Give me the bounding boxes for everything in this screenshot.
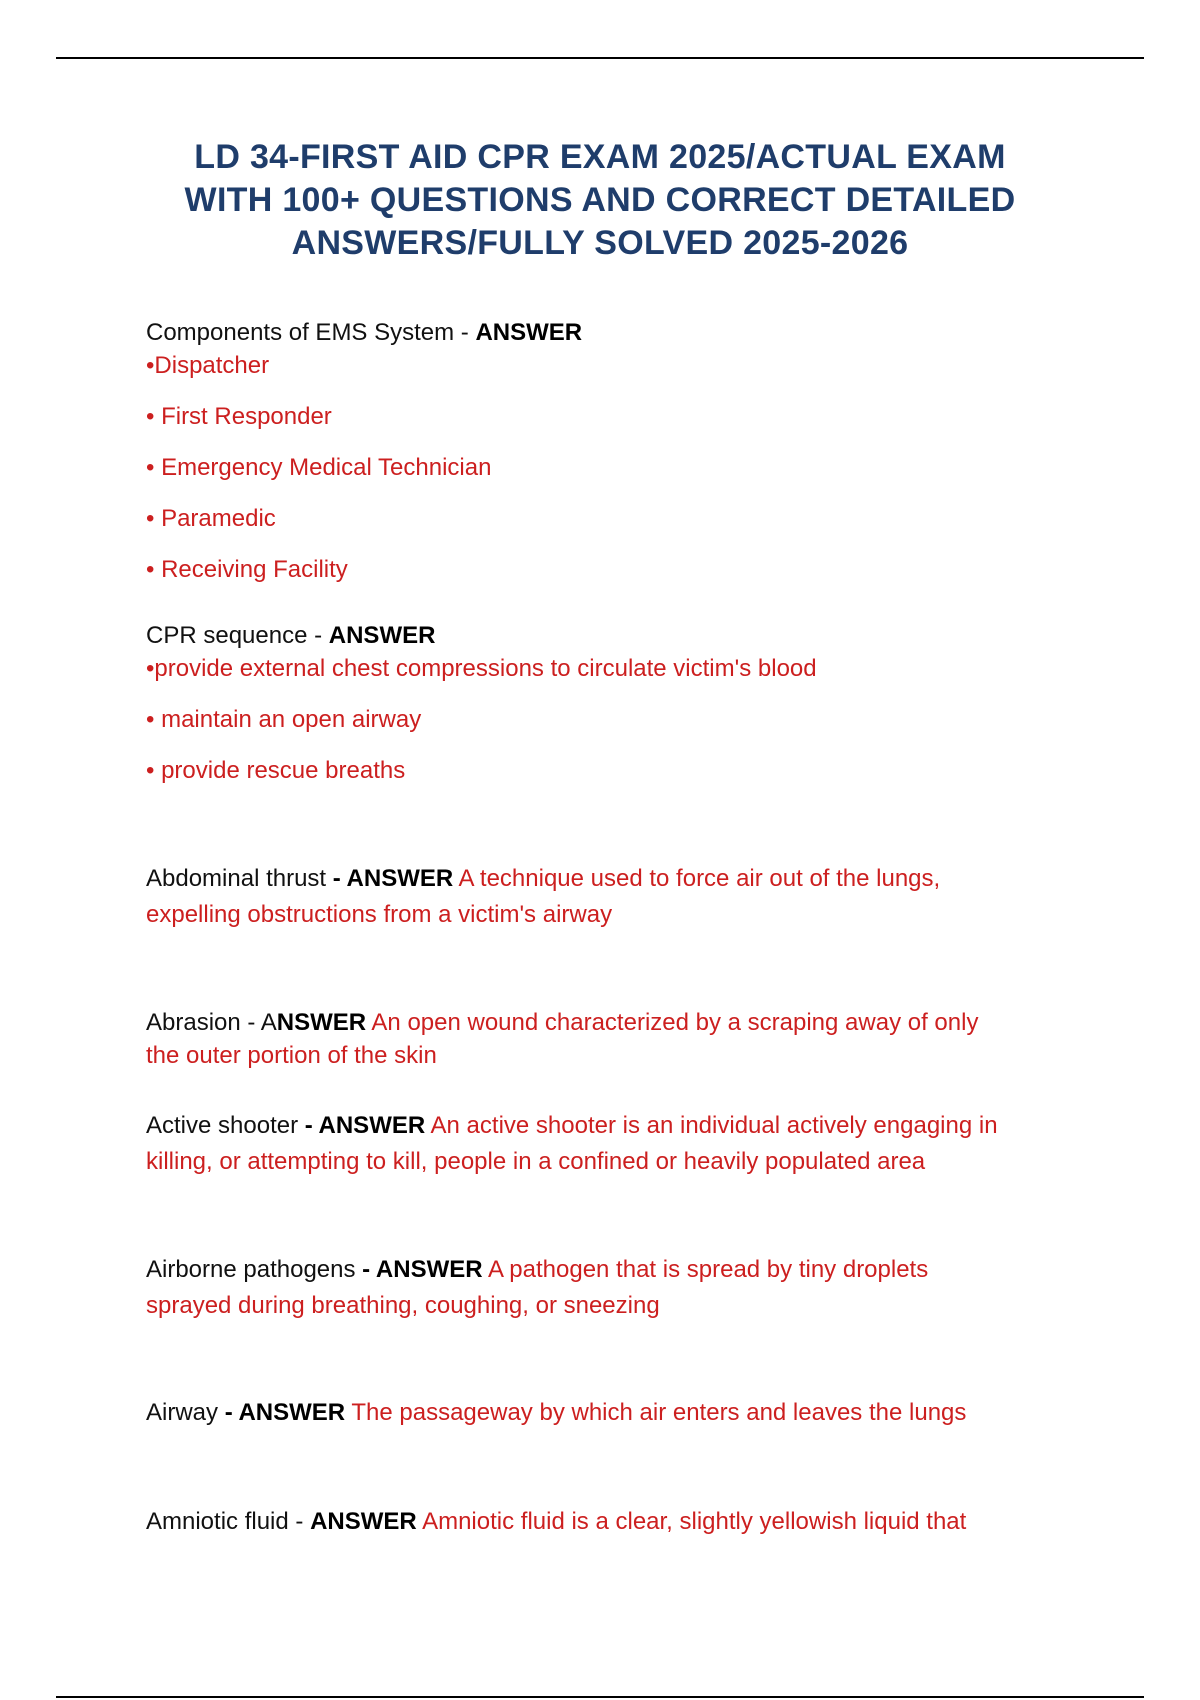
amniotic-answer-text: Amniotic fluid is a clear, slightly yellowish liquid that: [416, 1508, 967, 1535]
abrasion-answer-label: NSWER: [276, 1009, 367, 1036]
footer-divider: [56, 1696, 1144, 1698]
airborne-answer-label: - ANSWER: [362, 1256, 483, 1283]
ems-item: • Paramedic: [146, 505, 276, 532]
abrasion-answer-text: An open wound characterized by a scraping away of only: [366, 1009, 979, 1036]
title-line-3: ANSWERS/FULLY SOLVED 2025-2026: [291, 224, 909, 262]
abdominal-question: Abdominal thrust: [146, 865, 333, 892]
shooter-answer-label: - ANSWER: [304, 1112, 426, 1139]
abdominal-answer-continued: expelling obstructions from a victim's airway: [146, 901, 613, 928]
abrasion-answer-continued: the outer portion of the skin: [146, 1042, 437, 1069]
shooter-answer-text: An active shooter is an individual actively engaging in: [425, 1112, 998, 1139]
ems-item: • Receiving Facility: [146, 556, 348, 583]
ems-question: Components of EMS System -: [146, 319, 476, 346]
cpr-question-line: [146, 619, 1096, 653]
shooter-question: Active shooter: [146, 1112, 305, 1139]
title-line-1: LD 34-FIRST AID CPR EXAM 2025/ACTUAL EXAM: [194, 138, 1006, 176]
amniotic-answer-label: ANSWER: [310, 1508, 417, 1535]
shooter-answer-continued: killing, or attempting to kill, people in a confined or heavily populated area: [146, 1148, 926, 1175]
airborne-question: Airborne pathogens: [146, 1256, 363, 1283]
cpr-answer-label: ANSWER: [328, 622, 436, 649]
airborne-answer-continued: sprayed during breathing, coughing, or sneezing: [146, 1292, 660, 1319]
airborne-answer-text: A pathogen that is spread by tiny droplets: [482, 1256, 929, 1283]
airway-answer-text: The passageway by which air enters and leaves the lungs: [345, 1399, 967, 1426]
cpr-item: •provide external chest compressions to circulate victim's blood: [146, 655, 817, 682]
ems-item: •Dispatcher: [146, 352, 270, 379]
airway-line-1: [146, 1396, 1096, 1430]
amniotic-line-1: [146, 1505, 1096, 1539]
cpr-item: • maintain an open airway: [146, 706, 422, 733]
abdominal-answer-text: A technique used to force air out of the lungs,: [453, 865, 941, 892]
ems-item: • Emergency Medical Technician: [146, 454, 492, 481]
airborne-line-1: [146, 1253, 1096, 1287]
ems-answer-label: ANSWER: [475, 319, 583, 346]
cpr-question: CPR sequence -: [146, 622, 329, 649]
abdominal-line-1: [146, 862, 1096, 896]
shooter-line-1: [146, 1109, 1096, 1143]
cpr-item: • provide rescue breaths: [146, 757, 406, 784]
abdominal-answer-label: - ANSWER: [332, 865, 454, 892]
airway-question: Airway: [146, 1399, 225, 1426]
airway-answer-label: - ANSWER: [224, 1399, 346, 1426]
ems-item: • First Responder: [146, 403, 332, 430]
abrasion-line-1: [146, 1006, 1096, 1040]
header-divider: [56, 57, 1144, 59]
amniotic-question: Amniotic fluid -: [146, 1508, 311, 1535]
title-line-2: WITH 100+ QUESTIONS AND CORRECT DETAILED: [184, 181, 1016, 219]
abrasion-question: Abrasion - A: [146, 1009, 277, 1036]
ems-question-line: [146, 316, 1096, 350]
document-title: [120, 136, 1080, 265]
